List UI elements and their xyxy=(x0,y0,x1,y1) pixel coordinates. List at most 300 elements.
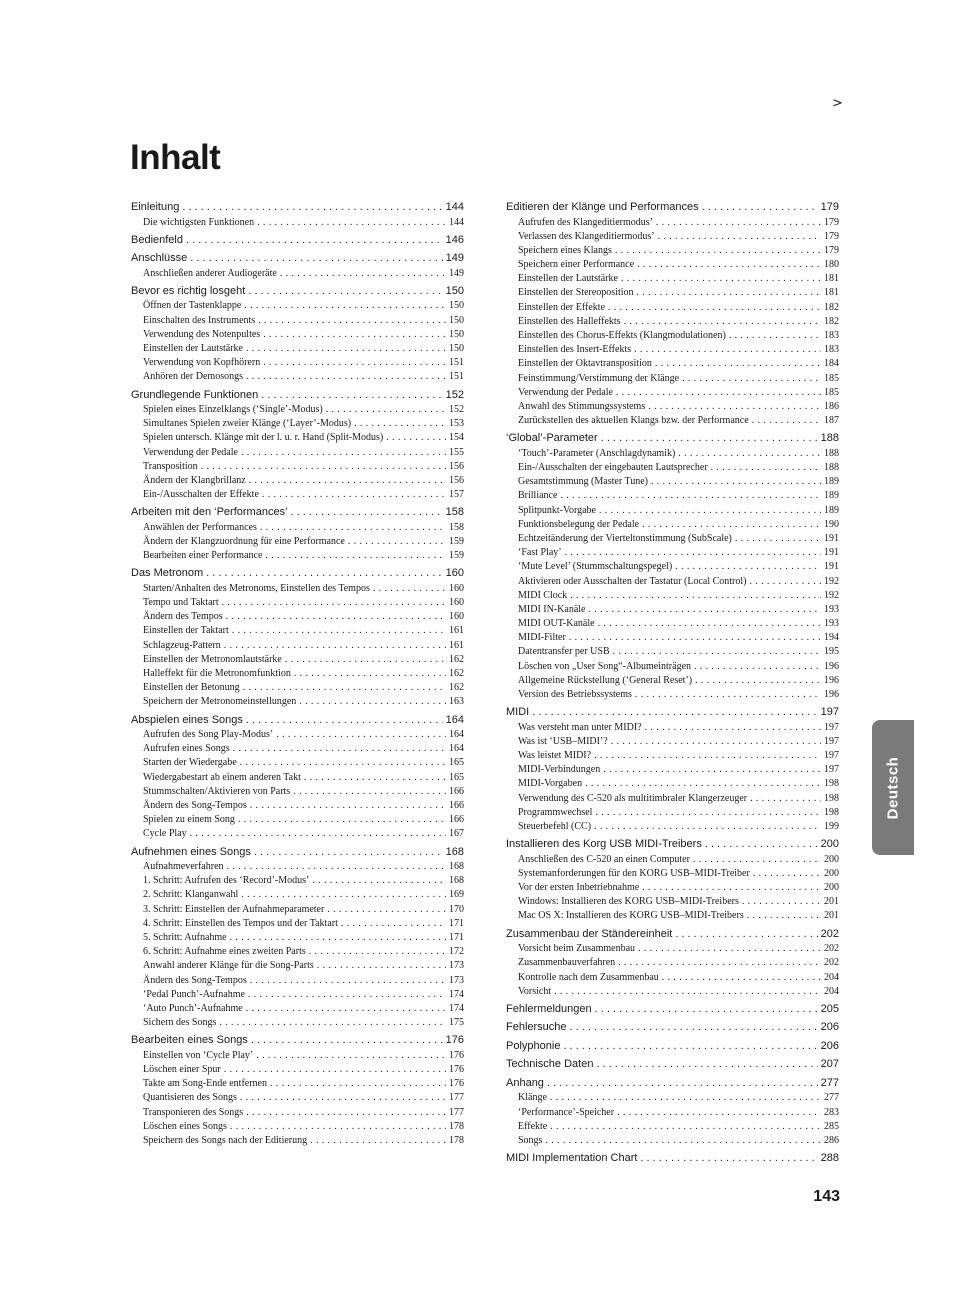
toc-section-entry[interactable] xyxy=(506,504,839,518)
toc-section-entry[interactable] xyxy=(506,956,839,970)
toc-entry-title: Speichern der Metronomeinstellungen xyxy=(143,696,297,708)
toc-section-entry[interactable] xyxy=(131,681,464,695)
toc-section-entry[interactable] xyxy=(131,785,464,799)
toc-section-entry[interactable] xyxy=(131,446,464,460)
toc-section-entry[interactable] xyxy=(506,645,839,659)
toc-section-entry[interactable] xyxy=(506,329,839,343)
toc-entry-title: Installieren des Korg USB MIDI-Treibers xyxy=(506,838,702,851)
toc-leader-dots xyxy=(251,1033,443,1049)
toc-page-number: 156 xyxy=(449,460,464,472)
toc-section-entry[interactable] xyxy=(131,639,464,653)
toc-left-column xyxy=(131,200,464,1148)
toc-leader-dots xyxy=(299,695,446,709)
toc-leader-dots xyxy=(261,388,442,404)
toc-entry-title: MIDI-Filter xyxy=(518,632,566,644)
toc-leader-dots xyxy=(694,660,821,674)
toc-page-number: 182 xyxy=(824,315,839,327)
toc-section-entry[interactable] xyxy=(506,749,839,763)
toc-section-entry[interactable] xyxy=(506,631,839,645)
toc-section-entry[interactable] xyxy=(131,1016,464,1030)
toc-section-entry[interactable] xyxy=(131,1077,464,1091)
toc-leader-dots xyxy=(294,667,446,681)
toc-section-entry[interactable] xyxy=(506,244,839,258)
toc-leader-dots xyxy=(601,431,818,447)
toc-page-number: 288 xyxy=(820,1152,839,1165)
toc-page-number: 177 xyxy=(449,1092,464,1104)
toc-section-entry[interactable] xyxy=(506,286,839,300)
toc-section-entry[interactable] xyxy=(506,386,839,400)
toc-leader-dots xyxy=(547,1076,818,1092)
toc-page-number: 176 xyxy=(445,1034,464,1047)
toc-leader-dots xyxy=(304,771,446,785)
toc-page-number: 175 xyxy=(449,1017,464,1029)
toc-page-number: 185 xyxy=(824,372,839,384)
toc-section-entry[interactable] xyxy=(131,314,464,328)
toc-page-number: 183 xyxy=(824,344,839,356)
toc-section-entry[interactable] xyxy=(506,721,839,735)
toc-leader-dots xyxy=(312,874,446,888)
toc-page-number: 180 xyxy=(824,259,839,271)
toc-page-number: 199 xyxy=(824,821,839,832)
toc-section-entry[interactable] xyxy=(506,942,839,956)
toc-section-entry[interactable] xyxy=(506,414,839,428)
toc-page-number: 174 xyxy=(449,1002,464,1014)
toc-section-entry[interactable] xyxy=(131,521,464,535)
toc-leader-dots xyxy=(735,532,821,546)
toc-entry-title: Vorsicht xyxy=(518,985,552,997)
toc-entry-title: Starten/Anhalten des Metronoms, Einstellen des Tempos xyxy=(143,582,370,594)
toc-page-number: 196 xyxy=(824,660,839,672)
toc-page-number: 183 xyxy=(824,330,839,341)
toc-entry-title: Einstellen der Oktavtransposition xyxy=(518,358,652,370)
toc-chapter-entry[interactable] xyxy=(131,284,464,300)
toc-leader-dots xyxy=(658,230,821,244)
toc-entry-title: ‘Mute Level’ (Stummschaltungspegel) xyxy=(518,561,673,573)
toc-leader-dots xyxy=(570,1020,818,1036)
toc-chapter-entry[interactable] xyxy=(506,705,839,721)
toc-page-number: 171 xyxy=(449,932,464,943)
toc-entry-title: 4. Schritt: Einstellen des Tempos und der Taktart xyxy=(143,917,338,929)
toc-leader-dots xyxy=(648,400,821,414)
toc-section-entry[interactable] xyxy=(131,1091,464,1105)
toc-page-number: 204 xyxy=(824,971,839,983)
toc-leader-dots xyxy=(750,792,821,806)
toc-leader-dots xyxy=(570,589,821,603)
toc-leader-dots xyxy=(595,1002,818,1018)
toc-entry-title: Windows: Installieren des KORG USB–MIDI-Treibers xyxy=(518,896,739,908)
toc-entry-title: Bevor es richtig losgeht xyxy=(131,284,246,297)
toc-chapter-entry[interactable] xyxy=(506,200,839,216)
toc-page-number: 196 xyxy=(824,674,839,686)
toc-entry-title: Halleffekt für die Metronomfunktion xyxy=(143,668,291,679)
toc-leader-dots xyxy=(270,1077,446,1091)
toc-section-entry[interactable] xyxy=(131,488,464,502)
toc-entry-title: Mac OS X: Installieren des KORG USB–MIDI-Treibers xyxy=(518,910,744,922)
toc-entry-title: Einstellen der Stereoposition xyxy=(518,287,634,299)
toc-section-entry[interactable] xyxy=(506,971,839,985)
toc-entry-title: Löschen von „User Song“-Albumeinträgen xyxy=(518,660,692,672)
toc-section-entry[interactable] xyxy=(131,610,464,624)
toc-section-entry[interactable] xyxy=(131,403,464,417)
toc-page-number: 159 xyxy=(449,550,464,562)
toc-page-number: 197 xyxy=(824,764,839,776)
toc-page-number: 181 xyxy=(824,273,839,285)
toc-page-number: 158 xyxy=(449,521,464,533)
toc-section-entry[interactable] xyxy=(131,742,464,756)
toc-section-entry[interactable] xyxy=(131,653,464,667)
toc-entry-title: Fehlersuche xyxy=(506,1021,567,1034)
toc-entry-title: Einstellen der Betonung xyxy=(143,682,240,694)
toc-entry-title: Grundlegende Funktionen xyxy=(131,388,259,401)
toc-chapter-entry[interactable] xyxy=(131,713,464,729)
toc-page-number: 202 xyxy=(820,927,839,940)
toc-entry-title: Speichern einer Performance xyxy=(518,259,635,271)
toc-entry-title: Funktionsbelegung der Pedale xyxy=(518,518,640,530)
toc-section-entry[interactable] xyxy=(506,735,839,749)
toc-chapter-entry[interactable] xyxy=(506,1002,839,1018)
toc-leader-dots xyxy=(190,827,446,841)
toc-entry-title: Stummschalten/Aktivieren von Parts xyxy=(143,785,291,797)
toc-page-number: 189 xyxy=(824,504,839,516)
toc-page-number: 168 xyxy=(449,861,464,873)
corner-mark: > xyxy=(832,96,843,111)
toc-chapter-entry[interactable] xyxy=(506,1020,839,1036)
toc-entry-title: Datentransfer per USB xyxy=(518,646,610,658)
toc-page-number: 154 xyxy=(449,432,464,444)
toc-section-entry[interactable] xyxy=(506,357,839,371)
toc-section-entry[interactable] xyxy=(131,299,464,313)
toc-section-entry[interactable] xyxy=(131,328,464,342)
toc-leader-dots xyxy=(594,749,821,763)
toc-leader-dots xyxy=(249,474,446,488)
toc-entry-title: Bearbeiten einer Performance xyxy=(143,550,263,562)
toc-section-entry[interactable] xyxy=(506,867,839,881)
toc-entry-title: Aufrufen des Song Play-Modus’ xyxy=(143,729,274,741)
toc-leader-dots xyxy=(588,603,821,617)
toc-leader-dots xyxy=(635,688,821,702)
toc-entry-title: Einstellen der Taktart xyxy=(143,625,229,637)
toc-page-number: 198 xyxy=(824,792,839,804)
toc-section-entry[interactable] xyxy=(506,532,839,546)
toc-chapter-entry[interactable] xyxy=(131,505,464,521)
toc-section-entry[interactable] xyxy=(131,974,464,988)
toc-leader-dots xyxy=(615,244,821,258)
toc-section-entry[interactable] xyxy=(131,624,464,638)
toc-section-entry[interactable] xyxy=(506,272,839,286)
toc-section-entry[interactable] xyxy=(131,667,464,681)
toc-leader-dots xyxy=(309,945,446,959)
toc-entry-title: Brilliance xyxy=(518,490,558,502)
toc-section-entry[interactable] xyxy=(131,417,464,431)
toc-section-entry[interactable] xyxy=(506,546,839,560)
toc-leader-dots xyxy=(263,328,446,342)
toc-chapter-entry[interactable] xyxy=(506,431,839,447)
toc-leader-dots xyxy=(550,1120,821,1134)
language-tab[interactable] xyxy=(872,720,914,855)
toc-page-number: 283 xyxy=(824,1106,839,1118)
toc-section-entry[interactable] xyxy=(131,342,464,356)
toc-leader-dots xyxy=(246,1106,446,1120)
toc-section-entry[interactable] xyxy=(131,1106,464,1120)
toc-section-entry[interactable] xyxy=(131,431,464,445)
toc-section-entry[interactable] xyxy=(131,917,464,931)
toc-section-entry[interactable] xyxy=(506,589,839,603)
toc-entry-title: Bearbeiten eines Songs xyxy=(131,1034,248,1047)
toc-page-number: 166 xyxy=(449,785,464,797)
toc-leader-dots xyxy=(554,985,821,999)
toc-entry-title: 2. Schritt: Klanganwahl xyxy=(143,889,239,901)
toc-chapter-entry[interactable] xyxy=(131,233,464,249)
toc-leader-dots xyxy=(651,475,821,489)
toc-entry-title: Verlassen des Klangeditiermodus’ xyxy=(518,230,655,242)
toc-leader-dots xyxy=(608,301,821,315)
toc-page-number: 155 xyxy=(449,446,464,458)
toc-section-entry[interactable] xyxy=(506,985,839,999)
toc-section-entry[interactable] xyxy=(131,945,464,959)
toc-leader-dots xyxy=(246,342,446,356)
toc-leader-dots xyxy=(291,505,443,521)
toc-entry-title: Einstellen des Insert-Effekts xyxy=(518,344,632,356)
toc-entry-title: Zurückstellen des aktuellen Klangs bzw. der Performance xyxy=(518,415,749,427)
toc-entry-title: Systemanforderungen für den KORG USB–MIDI-Treiber xyxy=(518,867,750,879)
toc-entry-title: Einstellen der Lautstärke xyxy=(518,273,618,285)
toc-entry-title: Anschließen des C-520 an einen Computer xyxy=(518,853,690,865)
toc-entry-title: Verwendung von Kopfhörern xyxy=(143,357,261,369)
toc-section-entry[interactable] xyxy=(131,582,464,596)
toc-leader-dots xyxy=(695,674,821,688)
toc-section-entry[interactable] xyxy=(131,1120,464,1134)
toc-section-entry[interactable] xyxy=(506,881,839,895)
toc-section-entry[interactable] xyxy=(131,799,464,813)
toc-section-entry[interactable] xyxy=(131,813,464,827)
toc-chapter-entry[interactable] xyxy=(506,1151,839,1167)
toc-entry-title: Steuerbefehl (CC) xyxy=(518,821,592,832)
toc-page-number: 164 xyxy=(449,729,464,741)
toc-leader-dots xyxy=(317,959,446,973)
toc-leader-dots xyxy=(637,258,821,272)
toc-section-entry[interactable] xyxy=(506,660,839,674)
toc-section-entry[interactable] xyxy=(506,909,839,923)
toc-chapter-entry[interactable] xyxy=(131,388,464,404)
toc-section-entry[interactable] xyxy=(506,1106,839,1120)
toc-leader-dots xyxy=(637,286,821,300)
toc-leader-dots xyxy=(618,956,821,970)
toc-section-entry[interactable] xyxy=(506,820,839,834)
toc-page-number: 174 xyxy=(449,988,464,1000)
toc-section-entry[interactable] xyxy=(131,903,464,917)
toc-section-entry[interactable] xyxy=(506,603,839,617)
toc-chapter-entry[interactable] xyxy=(506,1057,839,1073)
toc-page-number: 157 xyxy=(449,489,464,501)
toc-section-entry[interactable] xyxy=(506,674,839,688)
toc-page-number: 191 xyxy=(824,547,839,559)
toc-section-entry[interactable] xyxy=(506,1120,839,1134)
toc-page-number: 162 xyxy=(449,682,464,694)
toc-entry-title: Transposition xyxy=(143,460,198,472)
toc-section-entry[interactable] xyxy=(131,370,464,384)
toc-section-entry[interactable] xyxy=(506,763,839,777)
toc-entry-title: Einstellen von ‘Cycle Play’ xyxy=(143,1049,254,1061)
toc-section-entry[interactable] xyxy=(506,1134,839,1148)
toc-page-number: 168 xyxy=(449,875,464,887)
toc-section-entry[interactable] xyxy=(506,216,839,230)
toc-chapter-entry[interactable] xyxy=(131,566,464,582)
toc-page-number: 200 xyxy=(824,853,839,865)
toc-page-number: 165 xyxy=(449,757,464,769)
toc-leader-dots xyxy=(675,927,817,943)
toc-leader-dots xyxy=(594,820,821,834)
toc-entry-title: Effekte xyxy=(518,1120,548,1132)
toc-section-entry[interactable] xyxy=(506,400,839,414)
toc-section-entry[interactable] xyxy=(506,258,839,272)
toc-section-entry[interactable] xyxy=(506,489,839,503)
toc-section-entry[interactable] xyxy=(131,1063,464,1077)
toc-chapter-entry[interactable] xyxy=(506,927,839,943)
toc-page-number: 202 xyxy=(824,957,839,969)
toc-section-entry[interactable] xyxy=(131,216,464,230)
toc-page-number: 179 xyxy=(820,201,839,213)
toc-page-number: 201 xyxy=(824,896,839,908)
toc-entry-title: MIDI OUT-Kanäle xyxy=(518,618,595,630)
toc-leader-dots xyxy=(230,931,446,945)
toc-section-entry[interactable] xyxy=(131,959,464,973)
toc-chapter-entry[interactable] xyxy=(131,251,464,267)
toc-chapter-entry[interactable] xyxy=(506,1039,839,1055)
toc-chapter-entry[interactable] xyxy=(131,200,464,216)
toc-entry-title: Anhang xyxy=(506,1076,544,1089)
toc-section-entry[interactable] xyxy=(131,771,464,785)
toc-section-entry[interactable] xyxy=(131,827,464,841)
toc-leader-dots xyxy=(386,431,446,445)
toc-section-entry[interactable] xyxy=(131,888,464,902)
toc-leader-dots xyxy=(254,845,443,861)
toc-page-number: 182 xyxy=(824,301,839,313)
toc-section-entry[interactable] xyxy=(506,617,839,631)
toc-section-entry[interactable] xyxy=(131,988,464,1002)
toc-entry-title: Einstellen der Metronomlautstärke xyxy=(143,653,282,665)
toc-section-entry[interactable] xyxy=(131,756,464,770)
toc-entry-title: Aufrufen eines Songs xyxy=(143,743,230,755)
toc-leader-dots xyxy=(341,917,446,931)
toc-entry-title: Kontrolle nach dem Zusammenbau xyxy=(518,971,659,983)
toc-page-number: 179 xyxy=(824,216,839,228)
toc-section-entry[interactable] xyxy=(131,549,464,563)
toc-page-number: 205 xyxy=(820,1002,839,1015)
toc-section-entry[interactable] xyxy=(506,301,839,315)
toc-leader-dots xyxy=(257,216,446,230)
toc-entry-title: Ändern der Klangbrillanz xyxy=(143,474,246,486)
toc-section-entry[interactable] xyxy=(506,575,839,589)
toc-section-entry[interactable] xyxy=(506,895,839,909)
toc-chapter-entry[interactable] xyxy=(506,1076,839,1092)
toc-leader-dots xyxy=(753,867,821,881)
toc-page-number: 165 xyxy=(449,771,464,783)
toc-section-entry[interactable] xyxy=(131,1002,464,1016)
toc-section-entry[interactable] xyxy=(131,474,464,488)
toc-section-entry[interactable] xyxy=(506,806,839,820)
toc-section-entry[interactable] xyxy=(131,874,464,888)
toc-section-entry[interactable] xyxy=(131,267,464,281)
toc-page-number: 195 xyxy=(824,646,839,658)
toc-page-number: 161 xyxy=(449,639,464,651)
toc-entry-title: MIDI Clock xyxy=(518,589,568,601)
toc-section-entry[interactable] xyxy=(506,560,839,574)
toc-section-entry[interactable] xyxy=(131,596,464,610)
toc-section-entry[interactable] xyxy=(506,461,839,475)
toc-section-entry[interactable] xyxy=(131,535,464,549)
toc-section-entry[interactable] xyxy=(506,372,839,386)
toc-leader-dots xyxy=(222,596,446,610)
toc-entry-title: Anhören der Demosongs xyxy=(143,371,243,383)
toc-section-entry[interactable] xyxy=(131,695,464,709)
toc-leader-dots xyxy=(182,200,442,216)
toc-entry-title: Abspielen eines Songs xyxy=(131,713,243,726)
toc-leader-dots xyxy=(354,417,446,431)
toc-entry-title: Vorsicht beim Zusammenbau xyxy=(518,943,636,955)
toc-page-number: 144 xyxy=(445,201,464,213)
toc-section-entry[interactable] xyxy=(506,343,839,357)
toc-section-entry[interactable] xyxy=(506,230,839,244)
toc-entry-title: Spielen untersch. Klänge mit der l. u. r. Hand (Split-Modus) xyxy=(143,432,384,444)
toc-leader-dots xyxy=(232,624,446,638)
toc-section-entry[interactable] xyxy=(131,931,464,945)
toc-page-number: 197 xyxy=(820,706,839,719)
toc-section-entry[interactable] xyxy=(131,356,464,370)
toc-section-entry[interactable] xyxy=(506,853,839,867)
toc-page-number: 201 xyxy=(824,910,839,922)
toc-page-number: 277 xyxy=(824,1092,839,1104)
toc-page-number: 197 xyxy=(824,750,839,762)
toc-page-number: 149 xyxy=(445,252,464,265)
toc-leader-dots xyxy=(634,343,821,357)
toc-leader-dots xyxy=(227,860,446,874)
toc-section-entry[interactable] xyxy=(131,460,464,474)
toc-page-number: 162 xyxy=(449,653,464,665)
toc-section-entry[interactable] xyxy=(131,728,464,742)
toc-chapter-entry[interactable] xyxy=(131,1033,464,1049)
toc-leader-dots xyxy=(585,777,821,791)
toc-entry-title: Löschen einer Spur xyxy=(143,1064,221,1075)
toc-section-entry[interactable] xyxy=(506,777,839,791)
toc-section-entry[interactable] xyxy=(131,1134,464,1148)
toc-leader-dots xyxy=(226,610,446,624)
toc-section-entry[interactable] xyxy=(506,792,839,806)
toc-section-entry[interactable] xyxy=(506,518,839,532)
toc-page-number: 197 xyxy=(824,721,839,733)
toc-chapter-entry[interactable] xyxy=(506,837,839,853)
toc-entry-title: Was leistet MIDI? xyxy=(518,750,592,762)
toc-page-number: 163 xyxy=(449,696,464,708)
toc-section-entry[interactable] xyxy=(506,447,839,461)
toc-section-entry[interactable] xyxy=(506,315,839,329)
toc-leader-dots xyxy=(260,521,446,535)
toc-chapter-entry[interactable] xyxy=(131,845,464,861)
toc-section-entry[interactable] xyxy=(131,1049,464,1063)
toc-section-entry[interactable] xyxy=(506,1091,839,1105)
toc-entry-title: Songs xyxy=(518,1134,543,1146)
toc-entry-title: ‘Fast Play’ xyxy=(518,547,562,559)
toc-page-number: 285 xyxy=(824,1120,839,1132)
toc-page-number: 176 xyxy=(449,1064,464,1075)
toc-entry-title: Transponieren des Songs xyxy=(143,1106,244,1118)
toc-section-entry[interactable] xyxy=(131,860,464,874)
toc-leader-dots xyxy=(642,881,821,895)
toc-section-entry[interactable] xyxy=(506,475,839,489)
toc-section-entry[interactable] xyxy=(506,688,839,702)
toc-leader-dots xyxy=(705,837,818,853)
toc-page-number: 167 xyxy=(449,828,464,840)
toc-page-number: 192 xyxy=(824,589,839,601)
